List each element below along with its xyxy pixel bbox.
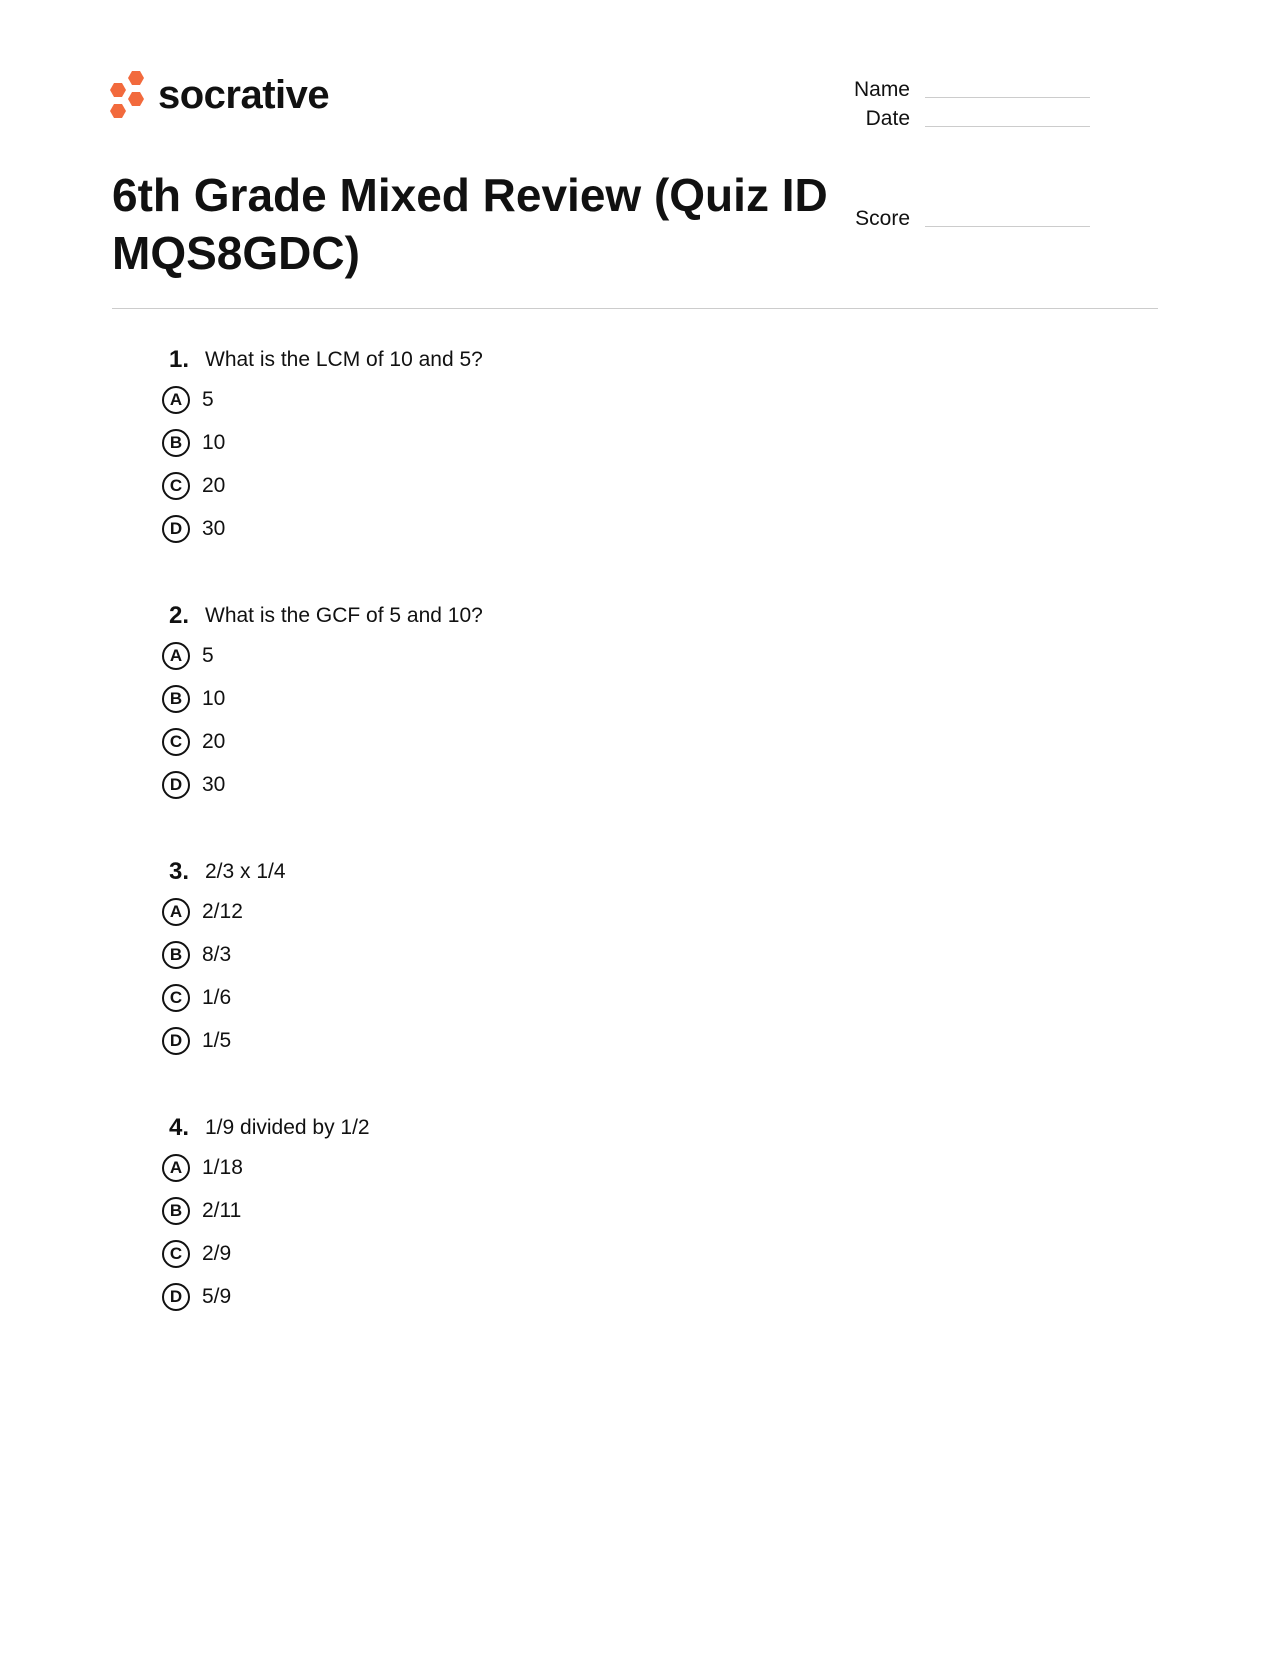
question-text: What is the LCM of 10 and 5? (205, 348, 483, 371)
answer-text: 5 (202, 643, 214, 667)
answer-text: 5 (202, 387, 214, 411)
answer-text: 8/3 (202, 942, 232, 966)
answer-text: 5/9 (202, 1284, 232, 1308)
question-number: 1. (168, 346, 189, 373)
question-text: What is the GCF of 5 and 10? (205, 604, 483, 627)
logo-text: socrative (158, 72, 330, 117)
answer-bubble[interactable]: C (162, 1240, 190, 1268)
answer-bubble[interactable]: A (162, 898, 190, 926)
question-number: 4. (168, 1114, 189, 1141)
question-text: 1/9 divided by 1/2 (205, 1116, 370, 1139)
date-label: Date (865, 107, 910, 130)
answer-bubble[interactable]: C (162, 472, 190, 500)
answer-bubble[interactable]: C (162, 984, 190, 1012)
answer-option[interactable] (162, 1275, 370, 1318)
answer-option[interactable] (162, 1146, 370, 1189)
score-line[interactable] (925, 225, 1090, 227)
answer-option[interactable] (162, 634, 483, 677)
answer-text: 2/9 (202, 1241, 232, 1265)
answer-option[interactable] (162, 1019, 286, 1062)
question-text: 2/3 x 1/4 (205, 860, 286, 883)
question-3 (165, 854, 286, 1062)
answer-bubble[interactable]: D (162, 515, 190, 543)
answer-option[interactable] (162, 1232, 370, 1275)
answer-bubble[interactable]: B (162, 941, 190, 969)
question-header (159, 854, 286, 890)
answer-bubble[interactable]: A (162, 1154, 190, 1182)
question-header (159, 342, 483, 378)
answer-text: 1/18 (202, 1155, 243, 1179)
answer-bubble[interactable]: B (162, 429, 190, 457)
answer-option[interactable] (162, 933, 286, 976)
answer-text: 2/12 (202, 899, 243, 923)
question-number: 3. (168, 858, 189, 885)
answer-text: 1/5 (202, 1028, 232, 1052)
answer-bubble[interactable]: D (162, 1283, 190, 1311)
question-header (159, 1110, 370, 1146)
answer-option[interactable] (162, 677, 483, 720)
answer-bubble[interactable]: B (162, 685, 190, 713)
answer-text: 30 (202, 516, 226, 540)
answer-option[interactable] (162, 378, 483, 421)
answer-bubble[interactable]: C (162, 728, 190, 756)
answer-text: 2/11 (202, 1198, 242, 1222)
date-line[interactable] (925, 125, 1090, 127)
answer-text: 10 (202, 430, 226, 454)
answer-bubble[interactable]: D (162, 771, 190, 799)
name-line[interactable] (925, 96, 1090, 98)
score-label: Score (855, 207, 910, 230)
answer-option[interactable] (162, 890, 286, 933)
question-2 (165, 598, 483, 806)
question-4 (165, 1110, 370, 1318)
answer-option[interactable] (162, 763, 483, 806)
answer-option[interactable] (162, 976, 286, 1019)
answer-option[interactable] (162, 507, 483, 550)
socrative-logo (110, 70, 329, 120)
question-1 (165, 342, 483, 550)
answer-option[interactable] (162, 720, 483, 763)
name-label: Name (853, 78, 910, 101)
answer-bubble[interactable]: A (162, 642, 190, 670)
answer-option[interactable] (162, 1189, 370, 1232)
answer-option[interactable] (162, 421, 483, 464)
answer-text: 20 (202, 729, 226, 753)
divider (112, 308, 1158, 309)
name-field[interactable] (830, 78, 1090, 102)
page-title: 6th Grade Mixed Review (Quiz ID MQS8GDC) (112, 169, 828, 279)
answer-bubble[interactable]: B (162, 1197, 190, 1225)
answer-text: 30 (202, 772, 226, 796)
answer-option[interactable] (162, 464, 483, 507)
answer-bubble[interactable]: D (162, 1027, 190, 1055)
answer-text: 1/6 (202, 985, 232, 1009)
answer-text: 20 (202, 473, 226, 497)
question-header (159, 598, 483, 634)
question-number: 2. (168, 602, 189, 629)
hexagon-logo-icon (110, 70, 150, 120)
date-field[interactable] (830, 107, 1090, 131)
answer-text: 10 (202, 686, 226, 710)
answer-bubble[interactable]: A (162, 386, 190, 414)
